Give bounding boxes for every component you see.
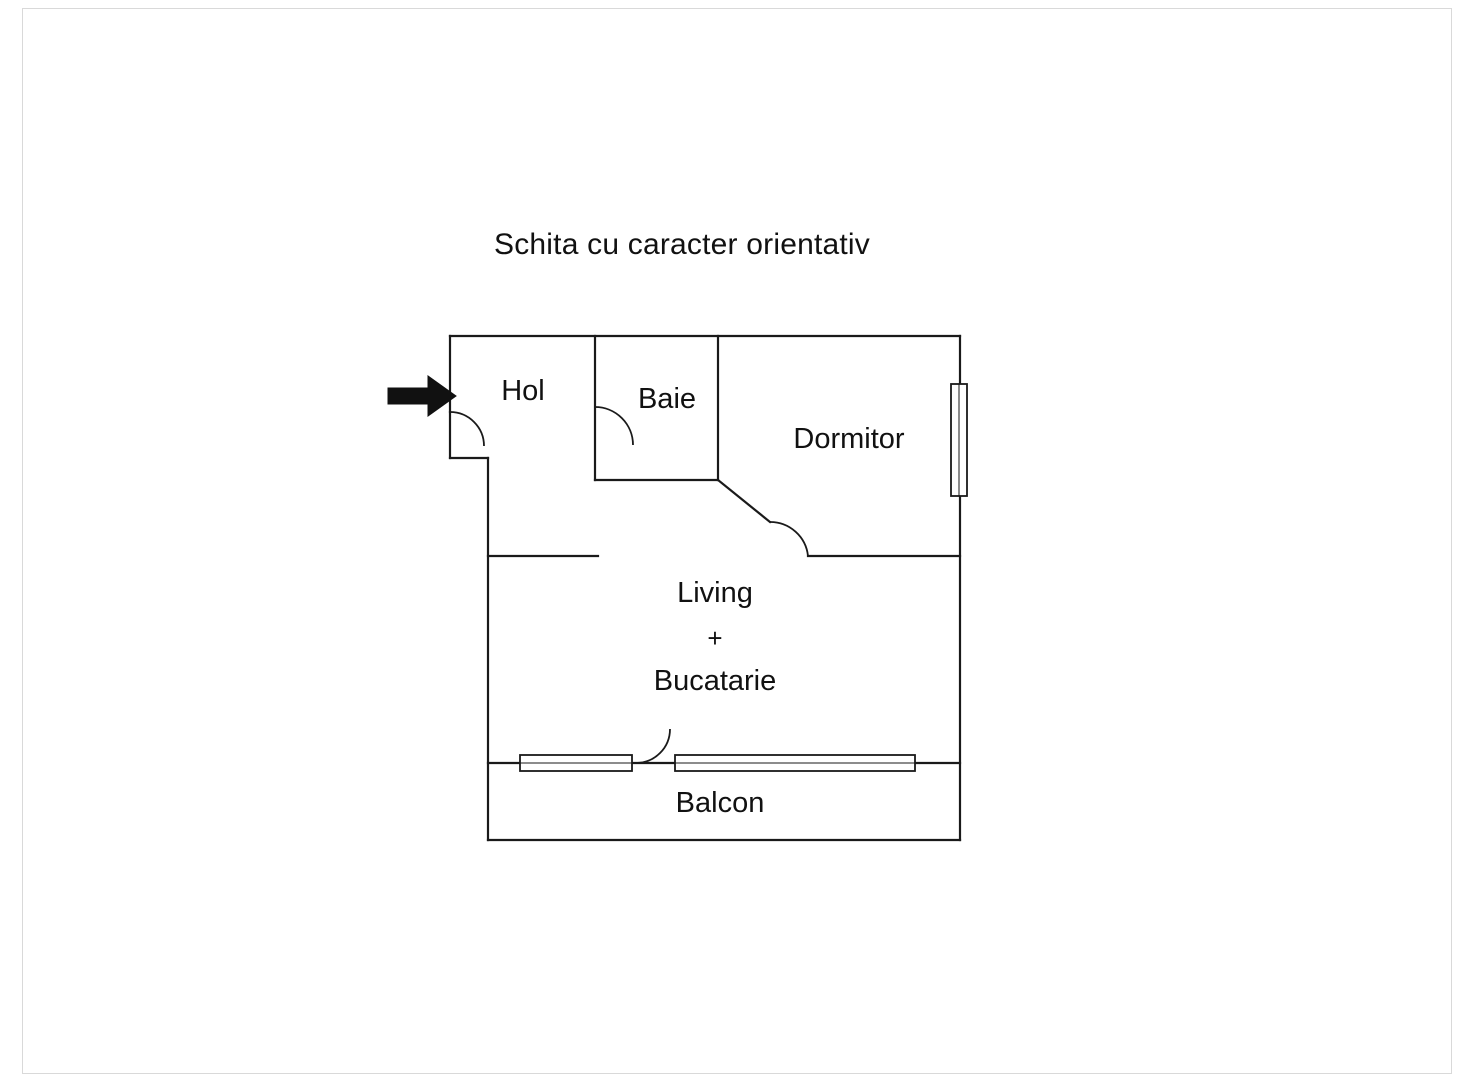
door-dormitor <box>770 522 808 556</box>
door-balcon <box>636 729 670 763</box>
room-label-hol: Hol <box>501 375 545 407</box>
room-label-plus: + <box>707 623 723 653</box>
entrance-arrow <box>388 376 456 416</box>
room-label-living: Living <box>677 577 753 609</box>
floorplan-drawing <box>340 300 1040 880</box>
page-title: Schita cu caracter orientativ <box>494 228 870 261</box>
room-label-dormitor: Dormitor <box>793 423 905 455</box>
door-entrance <box>450 412 484 446</box>
room-label-baie: Baie <box>637 383 697 415</box>
door-baie <box>595 407 633 445</box>
room-label-bucatarie: Bucatarie <box>653 665 777 697</box>
room-label-balcon: Balcon <box>675 787 765 819</box>
door-swings <box>450 407 808 763</box>
